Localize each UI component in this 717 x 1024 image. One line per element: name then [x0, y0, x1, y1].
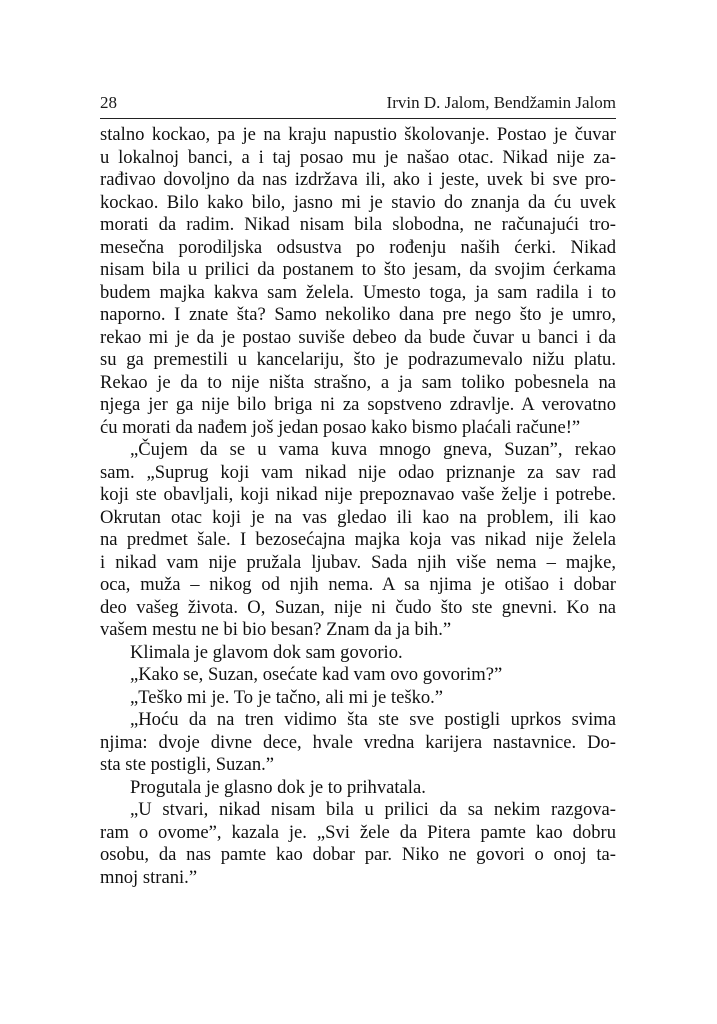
text-line: oca, muža – nikog od njih nema. A sa njima je otišao i dobar: [100, 574, 616, 595]
text-line: Okrutan otac koji je na vas gledao ili kao na problem, ili kao: [100, 506, 616, 528]
text-line: stalno kockao, pa je na kraju napustio školovanje. Postao je čuvar: [100, 124, 616, 145]
text-line: rađivao dovoljno da nas izdržava ili, ako i jeste, uvek bi sve pro-: [100, 169, 616, 190]
text-line: ram o ovome”, kazala je. „Svi žele da Pitera pamte kao dobru: [100, 821, 616, 843]
text-line: njega jer ga nije bilo briga ni za sopstveno zdravlje. A verovatno: [100, 394, 616, 415]
text-line: u lokalnoj banci, a i taj posao mu je našao otac. Nikad nije za-: [100, 146, 616, 168]
text-line: „Kako se, Suzan, osećate kad vam ovo govorim?”: [130, 664, 503, 685]
text-line: morati da radim. Nikad nisam bila slobodna, ne računajući tro-: [100, 214, 616, 235]
text-line: njima: dvoje divne dece, hvale vredna karijera nastavnice. Do-: [100, 731, 616, 753]
text-line: Rekao je da to nije ništa strašno, a ja sam toliko pobesnela na: [100, 371, 616, 393]
text-line: kockao. Bilo kako bilo, jasno mi je stavio do znanja da ću uvek: [100, 191, 616, 213]
text-line: naporno. I znate šta? Samo nekoliko dana pre nego što je umro,: [100, 304, 616, 325]
body-text: [100, 124, 616, 889]
text-line: „U stvari, nikad nisam bila u prilici da sa nekim razgova-: [130, 799, 616, 820]
text-line: vašem mestu ne bi bio besan? Znam da ja bih.”: [100, 619, 452, 640]
text-line: mnoj strani.”: [100, 866, 198, 888]
text-line: budem majka kakva sam želela. Umesto toga, ja sam radila i to: [100, 281, 616, 303]
text-line: sta ste postigli, Suzan.”: [100, 754, 275, 775]
text-line: „Čujem da se u vama kuva mnogo gneva, Suzan”, rekao: [130, 439, 616, 460]
text-line: „Hoću da na tren vidimo šta ste sve postigli uprkos svima: [130, 709, 616, 730]
text-line: na predmet šale. I bezosećajna majka koja vas nikad nije želela: [100, 529, 616, 550]
text-line: nisam bila u prilici da postanem to što jesam, da svojim ćerkama: [100, 259, 616, 280]
text-line: Klimala je glavom dok sam govorio.: [130, 641, 403, 663]
running-header: [100, 92, 616, 119]
running-header-authors: Irvin D. Jalom, Bendžamin Jalom: [386, 93, 616, 112]
text-line: „Teško mi je. To je tačno, ali mi je teško.”: [130, 686, 444, 708]
text-line: koji ste obavljali, koji nikad nije prepoznavao vaše želje i potrebe.: [100, 484, 616, 505]
page-number: 28: [100, 93, 117, 112]
text-line: deo vašeg života. O, Suzan, nije ni čudo što ste gnevni. Ko na: [100, 596, 616, 618]
text-line: i nikad vam nije pružala ljubav. Sada njih više nema – majke,: [100, 551, 616, 573]
text-line: ću morati da nađem još jedan posao kako bismo plaćali račune!”: [100, 416, 581, 438]
text-line: su ga premestili u kancelariju, što je podrazumevalo nižu platu.: [100, 349, 616, 370]
text-line: osobu, da nas pamte kao dobar par. Niko ne govori o onoj ta-: [100, 844, 616, 865]
text-line: rekao mi je da je postao suviše debeo da bude čuvar u banci i da: [100, 326, 616, 348]
text-line: mesečna porodiljska odsustva po rođenju naših ćerki. Nikad: [100, 236, 616, 258]
text-line: Progutala je glasno dok je to prihvatala.: [130, 776, 426, 798]
text-line: sam. „Suprug koji vam nikad nije odao priznanje za sav rad: [100, 461, 616, 483]
